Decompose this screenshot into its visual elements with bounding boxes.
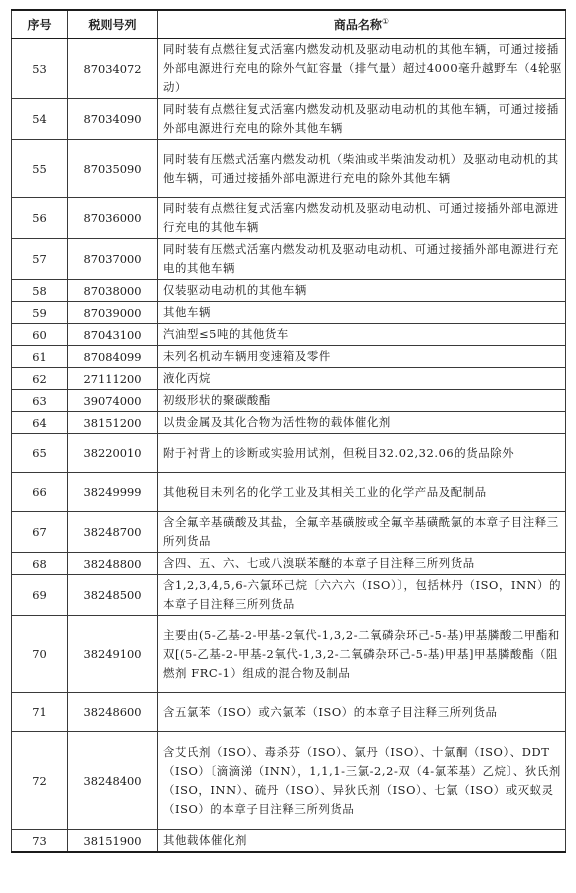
row-product-name: 汽油型≤5吨的其他货车 [158, 324, 566, 346]
row-tariff-code: 87036000 [68, 198, 158, 239]
row-tariff-code: 38248700 [68, 512, 158, 553]
table-row [12, 553, 566, 575]
table-row [12, 732, 566, 830]
row-tariff-code: 38220010 [68, 434, 158, 473]
row-tariff-code: 38151900 [68, 830, 158, 853]
row-product-name: 以贵金属及其化合物为活性物的载体催化剂 [158, 412, 566, 434]
row-product-name: 同时装有点燃往复式活塞内燃发动机及驱动电动机的其他车辆，可通过接插外部电源进行充电的除外气缸容量（排气量）超过4000毫升越野车（4轮驱动） [158, 39, 566, 99]
footnote-marker: ① [381, 17, 390, 26]
row-tariff-code: 87039000 [68, 302, 158, 324]
table-row [12, 99, 566, 140]
table-row [12, 239, 566, 280]
row-product-name: 液化丙烷 [158, 368, 566, 390]
row-seq: 73 [12, 830, 68, 853]
row-tariff-code: 38249100 [68, 616, 158, 693]
row-seq: 54 [12, 99, 68, 140]
row-seq: 69 [12, 575, 68, 616]
row-seq: 66 [12, 473, 68, 512]
row-product-name: 同时装有压燃式活塞内燃发动机（柴油或半柴油发动机）及驱动电动机的其他车辆，可通过接插外部电源进行充电的除外其他车辆 [158, 140, 566, 198]
row-seq: 63 [12, 390, 68, 412]
row-tariff-code: 38151200 [68, 412, 158, 434]
table-row [12, 575, 566, 616]
row-seq: 67 [12, 512, 68, 553]
header-row [12, 10, 566, 39]
row-tariff-code: 38248800 [68, 553, 158, 575]
table-row [12, 616, 566, 693]
row-tariff-code: 87034072 [68, 39, 158, 99]
row-tariff-code: 87035090 [68, 140, 158, 198]
row-seq: 65 [12, 434, 68, 473]
row-seq: 70 [12, 616, 68, 693]
row-seq: 59 [12, 302, 68, 324]
row-product-name: 同时装有点燃往复式活塞内燃发动机及驱动电动机的其他车辆，可通过接插外部电源进行充电的除外其他车辆 [158, 99, 566, 140]
header-code: 税则号列 [68, 10, 158, 39]
row-seq: 64 [12, 412, 68, 434]
row-seq: 68 [12, 553, 68, 575]
row-product-name: 含五氯苯（ISO）或六氯苯（ISO）的本章子目注释三所列货品 [158, 693, 566, 732]
row-tariff-code: 27111200 [68, 368, 158, 390]
tariff-table [11, 9, 566, 853]
header-name-label: 商品名称 [333, 18, 382, 32]
header-name [158, 10, 566, 39]
row-product-name: 初级形状的聚碳酸酯 [158, 390, 566, 412]
table-row [12, 39, 566, 99]
table-row [12, 140, 566, 198]
row-product-name: 其他车辆 [158, 302, 566, 324]
row-product-name: 含艾氏剂（ISO）、毒杀芬（ISO）、氯丹（ISO）、十氯酮（ISO）、DDT（ISO）〔滴滴涕（INN），1,1,1-三氯-2,2-双（4-氯苯基）乙烷〕、狄氏剂（ISO，INN）、硫丹（ISO）、异狄氏剂（ISO）、七氯（ISO）或灭蚁灵（ISO）的本章子目注释三所列货品 [158, 732, 566, 830]
row-seq: 55 [12, 140, 68, 198]
table-row [12, 198, 566, 239]
table-row [12, 512, 566, 553]
tariff-table-container [11, 9, 565, 853]
table-row [12, 693, 566, 732]
row-tariff-code: 87038000 [68, 280, 158, 302]
row-tariff-code: 87034090 [68, 99, 158, 140]
table-row [12, 434, 566, 473]
row-product-name: 含四、五、六、七或八溴联苯醚的本章子目注释三所列货品 [158, 553, 566, 575]
row-product-name: 同时装有压燃式活塞内燃发动机及驱动电动机、可通过接插外部电源进行充电的其他车辆 [158, 239, 566, 280]
table-body [12, 39, 566, 853]
row-seq: 60 [12, 324, 68, 346]
table-row [12, 324, 566, 346]
row-product-name: 其他载体催化剂 [158, 830, 566, 853]
table-row [12, 368, 566, 390]
row-product-name: 含1,2,3,4,5,6-六氯环己烷〔六六六（ISO）〕，包括林丹（ISO，INN）的本章子目注释三所列货品 [158, 575, 566, 616]
table-row [12, 346, 566, 368]
row-seq: 56 [12, 198, 68, 239]
row-tariff-code: 38249999 [68, 473, 158, 512]
row-seq: 61 [12, 346, 68, 368]
row-seq: 53 [12, 39, 68, 99]
row-seq: 58 [12, 280, 68, 302]
row-tariff-code: 38248600 [68, 693, 158, 732]
header-seq: 序号 [12, 10, 68, 39]
row-seq: 72 [12, 732, 68, 830]
table-row [12, 830, 566, 853]
row-product-name: 其他税目未列名的化学工业及其相关工业的化学产品及配制品 [158, 473, 566, 512]
table-row [12, 473, 566, 512]
row-product-name: 未列名机动车辆用变速箱及零件 [158, 346, 566, 368]
row-tariff-code: 87043100 [68, 324, 158, 346]
row-seq: 71 [12, 693, 68, 732]
row-tariff-code: 39074000 [68, 390, 158, 412]
row-tariff-code: 38248400 [68, 732, 158, 830]
row-product-name: 主要由(5-乙基-2-甲基-2氧代-1,3,2-二氧磷杂环己-5-基)甲基膦酸二甲酯和双[(5-乙基-2-甲基-2氧代-1,3,2-二氧磷杂环己-5-基)甲基]甲基膦酸酯（阻燃剂 FRC-1）组成的混合物及制品 [158, 616, 566, 693]
row-seq: 57 [12, 239, 68, 280]
row-seq: 62 [12, 368, 68, 390]
row-tariff-code: 87037000 [68, 239, 158, 280]
row-product-name: 附于衬背上的诊断或实验用试剂，但税目32.02,32.06的货品除外 [158, 434, 566, 473]
row-tariff-code: 38248500 [68, 575, 158, 616]
table-header [12, 10, 566, 39]
table-row [12, 412, 566, 434]
row-product-name: 含全氟辛基磺酸及其盐，全氟辛基磺胺或全氟辛基磺酰氯的本章子目注释三所列货品 [158, 512, 566, 553]
row-product-name: 同时装有点燃往复式活塞内燃发动机及驱动电动机、可通过接插外部电源进行充电的其他车辆 [158, 198, 566, 239]
table-row [12, 302, 566, 324]
table-row [12, 280, 566, 302]
row-product-name: 仅装驱动电动机的其他车辆 [158, 280, 566, 302]
row-tariff-code: 87084099 [68, 346, 158, 368]
table-row [12, 390, 566, 412]
